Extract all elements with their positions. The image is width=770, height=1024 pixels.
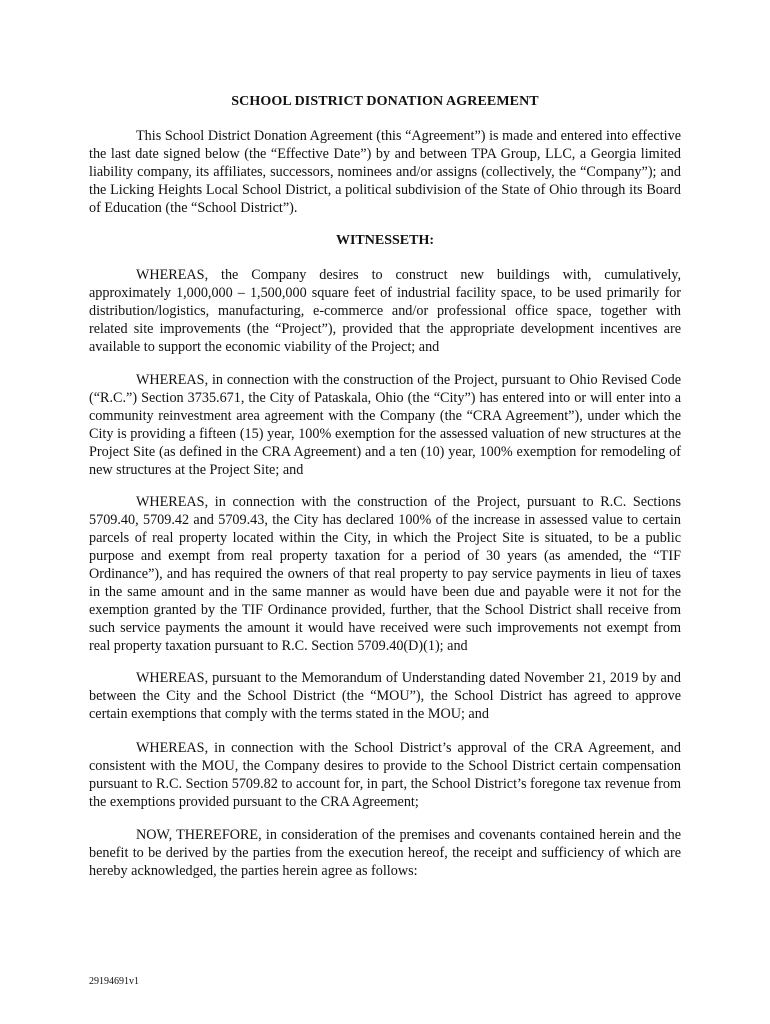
recital-paragraph-4 <box>89 669 681 723</box>
intro-text: This School District Donation Agreement (this “Agreement”) is made and entered into effective the last date signed below (the “Effective Date”) by and between TPA Group, LLC, a Georgia limited liability company, its affiliates, successors, nominees and/or assigns (collectively, the “Company”); and the Licking Heights Local School District, a political subdivision of the State of Ohio through its Board of Education (the “School District”). <box>89 128 681 216</box>
recital-paragraph-2 <box>89 371 681 479</box>
recital-text: WHEREAS, in connection with the construction of the Project, pursuant to Ohio Revised Code (“R.C.”) Section 3735.671, the City of Pataskala, Ohio (the “City”) has entered into or will enter into a community reinvestment area agreement with the Company (the “CRA Agreement”), under which the City is providing a fifteen (15) year, 100% exemption for the assessed valuation of new structures at the Project Site (as defined in the CRA Agreement) and a ten (10) year, 100% exemption for remodeling of new structures at the Project Site; and <box>89 372 681 478</box>
recital-paragraph-3 <box>89 493 681 655</box>
recital-text: WHEREAS, pursuant to the Memorandum of Understanding dated November 21, 2019 by and between the City and the School District (the “MOU”), the School District has agreed to approve certain exemptions that comply with the terms stated in the MOU; and <box>89 670 681 722</box>
document-title: SCHOOL DISTRICT DONATION AGREEMENT <box>231 94 539 109</box>
now-therefore-paragraph <box>89 826 681 880</box>
recital-paragraph-5 <box>89 739 681 811</box>
intro-paragraph <box>89 127 681 217</box>
document-footer-id: 29194691v1 <box>89 976 139 987</box>
recital-text: NOW, THEREFORE, in consideration of the premises and covenants contained herein and the benefit to be derived by the parties from the execution hereof, the receipt and sufficiency of which are hereby acknowledged, the parties herein agree as follows: <box>89 827 681 879</box>
recital-text: WHEREAS, in connection with the School District’s approval of the CRA Agreement, and consistent with the MOU, the Company desires to provide to the School District certain compensation pursuant to R.C. Section 5709.82 to account for, in part, the School District’s foregone tax revenue from the exemptions provided pursuant to the CRA Agreement; <box>89 740 681 810</box>
recital-paragraph-1 <box>89 266 681 356</box>
recital-text: WHEREAS, in connection with the construction of the Project, pursuant to R.C. Sections 5709.40, 5709.42 and 5709.43, the City has declared 100% of the increase in assessed value to certain parcels of real property located within the City, in which the Project Site is situated, to be a public purpose and exempt from real property taxation for a period of 30 years (as amended, the “TIF Ordinance”), and has required the owners of that real property to pay service payments in lieu of taxes in the same amount and in the same manner as would have been due and payable were it not for the exemption granted by the TIF Ordinance provided, further, that the School District shall receive from such service payments the amount it would have received were such improvements not exempt from real property taxation pursuant to R.C. Section 5709.40(D)(1); and <box>89 494 681 654</box>
witnesseth-heading: WITNESSETH: <box>335 233 435 248</box>
recital-text: WHEREAS, the Company desires to construct new buildings with, cumulatively, approximately 1,000,000 – 1,500,000 square feet of industrial facility space, to be used primarily for distribution/logistics, manufacturing, e-commerce and/or professional office space, together with related site improvements (the “Project”), provided that the appropriate development incentives are available to support the economic viability of the Project; and <box>89 267 681 355</box>
